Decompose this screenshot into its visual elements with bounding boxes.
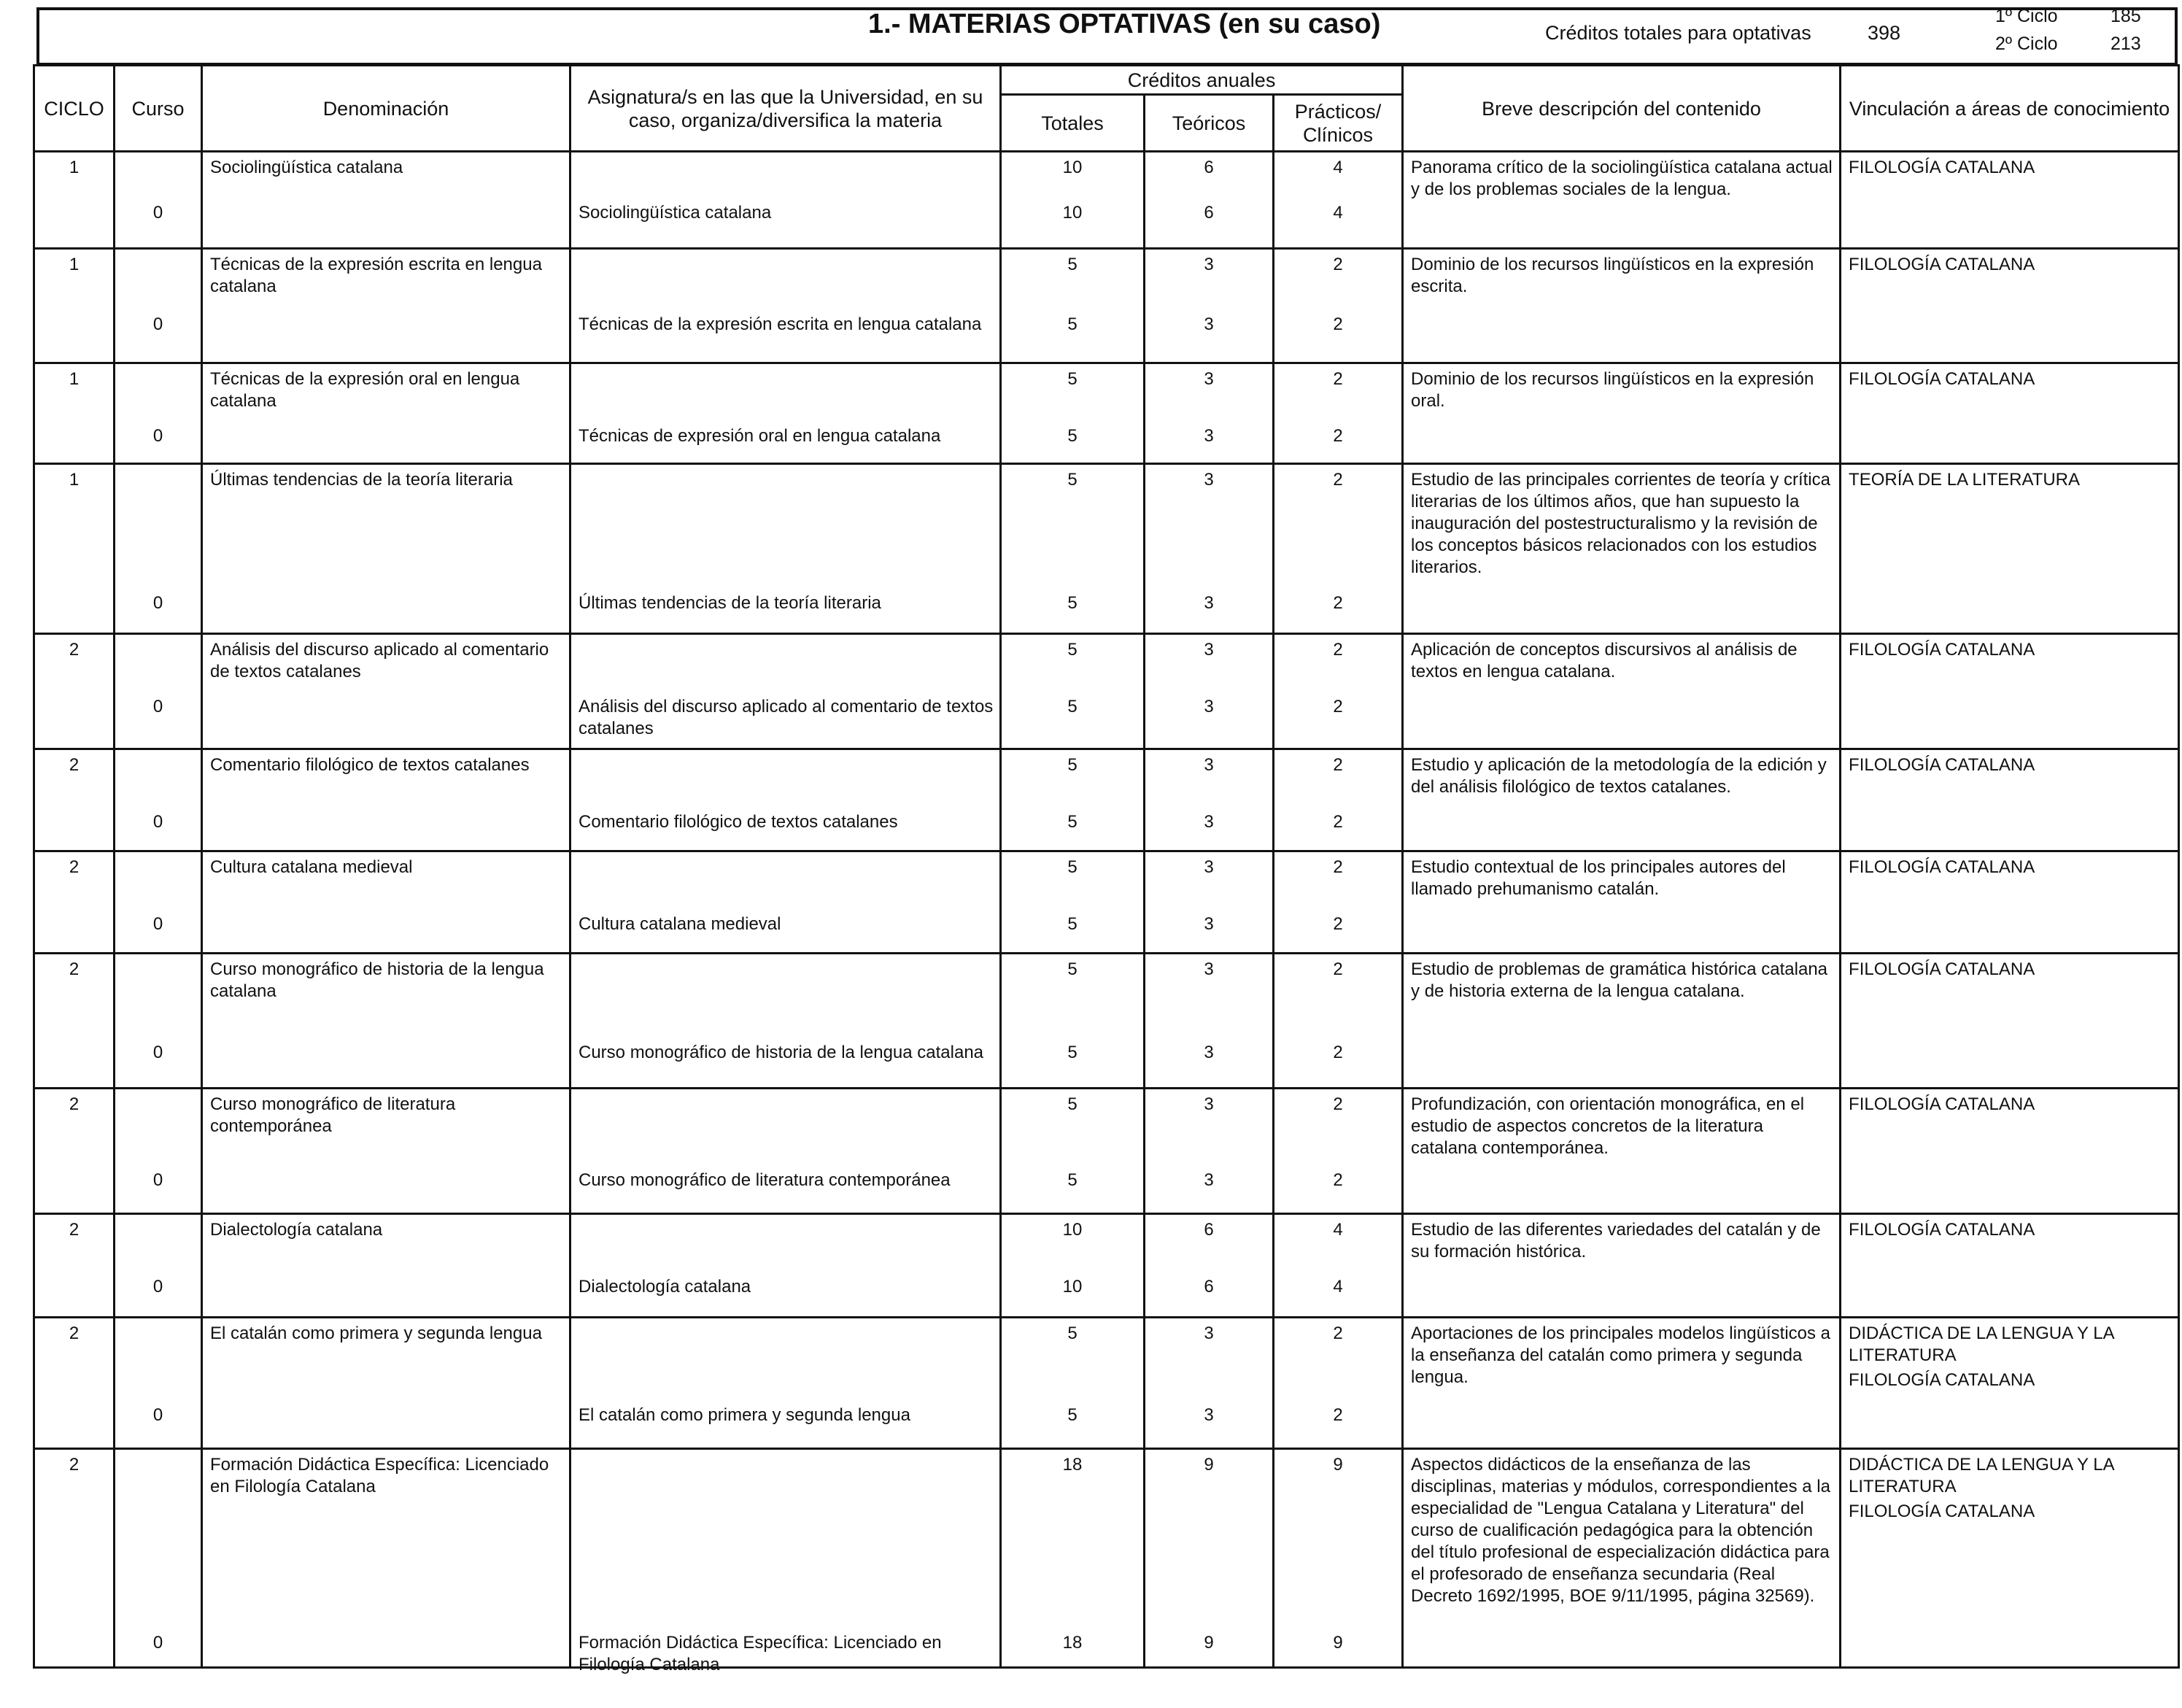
- descripcion-cell: [1403, 749, 1841, 851]
- cycle-2-label: 2º Ciclo: [1995, 34, 2058, 54]
- sub-practicos-value: 4: [1333, 203, 1343, 223]
- descripcion-text: Estudio contextual de los principales autores del llamado prehumanismo catalán.: [1411, 857, 1786, 899]
- teoricos-cell: [1145, 249, 1274, 363]
- header-practicos: Prácticos/ Clínicos: [1274, 95, 1403, 152]
- curso-value: 0: [152, 812, 163, 832]
- ciclo-value: 2: [69, 857, 80, 877]
- area-text: FILOLOGÍA CATALANA: [1849, 1370, 2035, 1390]
- totales-value: 5: [1067, 1094, 1078, 1114]
- curso-value: 0: [152, 593, 163, 613]
- ciclo-value: 1: [69, 470, 80, 490]
- total-credits-value: 398: [1868, 22, 1901, 44]
- asignatura-text: Cultura catalana medieval: [579, 914, 781, 934]
- sub-practicos-value: 2: [1333, 914, 1343, 934]
- sub-teoricos-value: 3: [1204, 1405, 1214, 1425]
- ciclo-value: 2: [69, 1094, 80, 1114]
- asignatura-cell: [570, 1214, 1001, 1318]
- denominacion-cell: [202, 1318, 570, 1449]
- practicos-value: 2: [1333, 1323, 1343, 1343]
- curso-cell: [115, 954, 202, 1089]
- sub-practicos-value: 2: [1333, 426, 1343, 446]
- asignatura-cell: [570, 954, 1001, 1089]
- area-text: FILOLOGÍA CATALANA: [1849, 857, 2035, 877]
- table-row: [34, 1214, 2179, 1318]
- ciclo-value: 2: [69, 959, 80, 979]
- sub-totales-value: 5: [1067, 1405, 1078, 1425]
- teoricos-cell: [1145, 634, 1274, 749]
- curso-cell: [115, 1318, 202, 1449]
- asignatura-cell: [570, 464, 1001, 634]
- descripcion-cell: [1403, 1214, 1841, 1318]
- header-teoricos: Teóricos: [1145, 95, 1274, 152]
- area-text: FILOLOGÍA CATALANA: [1849, 158, 2035, 177]
- teoricos-cell: [1145, 1318, 1274, 1449]
- descripcion-text: Panorama crítico de la sociolingüística catalana actual y de los problemas sociales de la lengua.: [1411, 158, 1833, 199]
- sub-totales-value: 5: [1067, 1043, 1078, 1062]
- ciclo-cell: [34, 1449, 115, 1668]
- denominacion-text: Curso monográfico de historia de la lengua catalana: [210, 959, 544, 1001]
- curso-value: 0: [152, 1405, 163, 1425]
- table-row: [34, 363, 2179, 464]
- area-text: DIDÁCTICA DE LA LENGUA Y LA LITERATURA: [1849, 1323, 2114, 1365]
- sub-teoricos-value: 6: [1204, 203, 1214, 223]
- descripcion-text: Aplicación de conceptos discursivos al análisis de textos en lengua catalana.: [1411, 640, 1798, 681]
- vinculacion-cell: [1841, 1318, 2179, 1449]
- ciclo-value: 1: [69, 369, 80, 389]
- cycle-1-value: 185: [2111, 6, 2141, 26]
- asignatura-text: Curso monográfico de literatura contemporánea: [579, 1170, 951, 1190]
- ciclo-value: 2: [69, 1220, 80, 1240]
- header-descripcion: Breve descripción del contenido: [1403, 66, 1841, 152]
- ciclo-cell: [34, 634, 115, 749]
- sub-teoricos-value: 3: [1204, 1043, 1214, 1062]
- vinculacion-cell: [1841, 152, 2179, 249]
- sub-teoricos-value: 3: [1204, 593, 1214, 613]
- practicos-value: 4: [1333, 1220, 1343, 1240]
- table-row: [34, 954, 2179, 1089]
- descripcion-cell: [1403, 363, 1841, 464]
- totales-value: 5: [1067, 857, 1078, 877]
- asignatura-cell: [570, 1449, 1001, 1674]
- curso-value: 0: [152, 1277, 163, 1297]
- sub-totales-value: 5: [1067, 593, 1078, 613]
- sub-totales-value: 10: [1062, 1277, 1083, 1297]
- descripcion-cell: [1403, 1449, 1841, 1668]
- ciclo-cell: [34, 954, 115, 1089]
- ciclo-value: 1: [69, 255, 80, 274]
- totales-cell: [1001, 749, 1145, 851]
- totales-value: 5: [1067, 755, 1078, 775]
- vinculacion-cell: [1841, 1449, 2179, 1668]
- teoricos-value: 6: [1204, 1220, 1214, 1240]
- sub-totales-value: 5: [1067, 697, 1078, 716]
- teoricos-cell: [1145, 1214, 1274, 1318]
- denominacion-text: El catalán como primera y segunda lengua: [210, 1323, 542, 1343]
- denominacion-cell: [202, 954, 570, 1089]
- practicos-cell: [1274, 363, 1403, 464]
- totales-cell: [1001, 1089, 1145, 1214]
- sub-totales-value: 5: [1067, 1170, 1078, 1190]
- asignatura-text: Análisis del discurso aplicado al comentario de textos catalanes: [579, 697, 994, 738]
- ciclo-cell: [34, 1214, 115, 1318]
- asignatura-cell: [570, 152, 1001, 249]
- area-text: FILOLOGÍA CATALANA: [1849, 755, 2035, 775]
- practicos-value: 2: [1333, 857, 1343, 877]
- sub-totales-value: 5: [1067, 812, 1078, 832]
- cycle-1-label: 1º Ciclo: [1995, 6, 2058, 26]
- descripcion-cell: [1403, 1318, 1841, 1449]
- descripcion-text: Estudio de las principales corrientes de teoría y crítica literarias de los últimos años, que han supuesto la inauguración del postestructuralismo y la revisión de los conceptos básicos relacionados con los estudios literarios.: [1411, 470, 1830, 577]
- denominacion-text: Técnicas de la expresión escrita en lengua catalana: [210, 255, 542, 296]
- descripcion-text: Dominio de los recursos lingüísticos en la expresión oral.: [1411, 369, 1814, 411]
- area-text: FILOLOGÍA CATALANA: [1849, 1502, 2035, 1521]
- asignatura-text: Técnicas de expresión oral en lengua catalana: [579, 426, 941, 446]
- ciclo-value: 2: [69, 755, 80, 775]
- practicos-cell: [1274, 1318, 1403, 1449]
- teoricos-value: 3: [1204, 1094, 1214, 1114]
- optional-subjects-table: [33, 64, 2180, 1674]
- area-text: TEORÍA DE LA LITERATURA: [1849, 470, 2080, 490]
- totales-cell: [1001, 363, 1145, 464]
- totales-cell: [1001, 851, 1145, 954]
- teoricos-value: 3: [1204, 369, 1214, 389]
- curso-value: 0: [152, 1633, 163, 1653]
- header-curso: Curso: [115, 66, 202, 152]
- teoricos-value: 9: [1204, 1455, 1214, 1475]
- denominacion-text: Formación Didáctica Específica: Licenciado en Filología Catalana: [210, 1455, 549, 1496]
- ciclo-cell: [34, 1318, 115, 1449]
- curso-value: 0: [152, 914, 163, 934]
- asignatura-cell: [570, 1089, 1001, 1214]
- asignatura-cell: [570, 249, 1001, 363]
- denominacion-cell: [202, 464, 570, 634]
- totales-value: 5: [1067, 470, 1078, 490]
- area-text: FILOLOGÍA CATALANA: [1849, 369, 2035, 389]
- sub-practicos-value: 4: [1333, 1277, 1343, 1297]
- sub-teoricos-value: 6: [1204, 1277, 1214, 1297]
- ciclo-value: 2: [69, 1455, 80, 1475]
- page-title: 1.- MATERIAS OPTATIVAS (en su caso): [868, 9, 1381, 39]
- totales-value: 5: [1067, 640, 1078, 660]
- totales-cell: [1001, 464, 1145, 634]
- ciclo-cell: [34, 851, 115, 954]
- descripcion-text: Estudio de problemas de gramática histórica catalana y de historia externa de la lengua catalana.: [1411, 959, 1828, 1001]
- practicos-value: 9: [1333, 1455, 1343, 1475]
- denominacion-text: Cultura catalana medieval: [210, 857, 413, 877]
- ciclo-value: 2: [69, 1323, 80, 1343]
- sub-teoricos-value: 3: [1204, 426, 1214, 446]
- practicos-value: 4: [1333, 158, 1343, 177]
- practicos-value: 2: [1333, 959, 1343, 979]
- descripcion-text: Estudio de las diferentes variedades del catalán y de su formación histórica.: [1411, 1220, 1821, 1261]
- sub-teoricos-value: 9: [1204, 1633, 1214, 1653]
- sub-totales-value: 5: [1067, 426, 1078, 446]
- sub-totales-value: 5: [1067, 914, 1078, 934]
- ciclo-value: 2: [69, 640, 80, 660]
- asignatura-text: Dialectología catalana: [579, 1277, 751, 1297]
- totales-cell: [1001, 634, 1145, 749]
- teoricos-value: 3: [1204, 470, 1214, 490]
- ciclo-cell: [34, 464, 115, 634]
- curso-value: 0: [152, 1043, 163, 1062]
- area-text: FILOLOGÍA CATALANA: [1849, 1094, 2035, 1114]
- curso-value: 0: [152, 426, 163, 446]
- curso-value: 0: [152, 203, 163, 223]
- asignatura-text: Formación Didáctica Específica: Licenciado en Filología Catalana: [579, 1633, 942, 1674]
- teoricos-cell: [1145, 749, 1274, 851]
- cycle-2-value: 213: [2111, 34, 2141, 54]
- teoricos-cell: [1145, 152, 1274, 249]
- denominacion-cell: [202, 152, 570, 249]
- area-text: FILOLOGÍA CATALANA: [1849, 1220, 2035, 1240]
- ciclo-cell: [34, 152, 115, 249]
- vinculacion-cell: [1841, 749, 2179, 851]
- descripcion-text: Dominio de los recursos lingüísticos en la expresión escrita.: [1411, 255, 1814, 296]
- denominacion-cell: [202, 1089, 570, 1214]
- curso-cell: [115, 851, 202, 954]
- denominacion-text: Últimas tendencias de la teoría literaria: [210, 470, 513, 490]
- vinculacion-cell: [1841, 1214, 2179, 1318]
- table-row: [34, 249, 2179, 363]
- totales-cell: [1001, 1214, 1145, 1318]
- practicos-cell: [1274, 749, 1403, 851]
- vinculacion-cell: [1841, 851, 2179, 954]
- header-asignaturas: Asignatura/s en las que la Universidad, en su caso, organiza/diversifica la materia: [570, 66, 1001, 152]
- curso-cell: [115, 249, 202, 363]
- vinculacion-cell: [1841, 954, 2179, 1089]
- sub-practicos-value: 9: [1333, 1633, 1343, 1653]
- totales-value: 5: [1067, 1323, 1078, 1343]
- totales-cell: [1001, 249, 1145, 363]
- practicos-cell: [1274, 851, 1403, 954]
- practicos-value: 2: [1333, 755, 1343, 775]
- sub-practicos-value: 2: [1333, 697, 1343, 716]
- sub-totales-value: 5: [1067, 314, 1078, 334]
- asignatura-text: Sociolingüística catalana: [579, 203, 772, 223]
- descripcion-text: Profundización, con orientación monográfica, en el estudio de aspectos concretos de la literatura catalana contemporánea.: [1411, 1094, 1805, 1158]
- descripcion-text: Aspectos didácticos de la enseñanza de las disciplinas, materias y módulos, correspondientes a la especialidad de "Lengua Catalana y Literatura" del curso de cualificación pedagógica para la obtención del título profesional de especialización didáctica para el profesorado de enseñanza secundaria (Real Decreto 1692/1995, BOE 9/11/1995, página 32569).: [1411, 1455, 1830, 1606]
- totales-value: 5: [1067, 959, 1078, 979]
- area-text: FILOLOGÍA CATALANA: [1849, 959, 2035, 979]
- denominacion-text: Curso monográfico de literatura contemporánea: [210, 1094, 456, 1136]
- header-vinculacion: Vinculación a áreas de conocimiento: [1841, 66, 2179, 152]
- practicos-cell: [1274, 954, 1403, 1089]
- practicos-cell: [1274, 1089, 1403, 1214]
- teoricos-cell: [1145, 464, 1274, 634]
- table-row: [34, 464, 2179, 634]
- curso-cell: [115, 464, 202, 634]
- descripcion-cell: [1403, 851, 1841, 954]
- sub-practicos-value: 2: [1333, 1405, 1343, 1425]
- practicos-value: 2: [1333, 369, 1343, 389]
- practicos-value: 2: [1333, 640, 1343, 660]
- sub-practicos-value: 2: [1333, 314, 1343, 334]
- vinculacion-cell: [1841, 249, 2179, 363]
- teoricos-value: 3: [1204, 1323, 1214, 1343]
- ciclo-value: 1: [69, 158, 80, 177]
- sub-practicos-value: 2: [1333, 1043, 1343, 1062]
- descripcion-cell: [1403, 464, 1841, 634]
- totales-cell: [1001, 152, 1145, 249]
- teoricos-value: 3: [1204, 640, 1214, 660]
- header-creditos-anuales: Créditos anuales: [1001, 66, 1403, 95]
- sub-practicos-value: 2: [1333, 1170, 1343, 1190]
- asignatura-cell: [570, 363, 1001, 464]
- descripcion-cell: [1403, 1089, 1841, 1214]
- ciclo-cell: [34, 1089, 115, 1214]
- header-totales: Totales: [1001, 95, 1145, 152]
- area-text: FILOLOGÍA CATALANA: [1849, 640, 2035, 660]
- asignatura-text: Curso monográfico de historia de la lengua catalana: [579, 1043, 984, 1062]
- table-row: [34, 152, 2179, 249]
- sub-teoricos-value: 3: [1204, 314, 1214, 334]
- curso-value: 0: [152, 314, 163, 334]
- curso-cell: [115, 1449, 202, 1668]
- sub-totales-value: 18: [1062, 1633, 1083, 1653]
- curso-cell: [115, 152, 202, 249]
- asignatura-text: Últimas tendencias de la teoría literaria: [579, 593, 881, 613]
- practicos-value: 2: [1333, 1094, 1343, 1114]
- sub-practicos-value: 2: [1333, 812, 1343, 832]
- teoricos-cell: [1145, 954, 1274, 1089]
- totales-value: 5: [1067, 255, 1078, 274]
- totales-cell: [1001, 954, 1145, 1089]
- practicos-value: 2: [1333, 470, 1343, 490]
- sub-totales-value: 10: [1062, 203, 1083, 223]
- asignatura-text: El catalán como primera y segunda lengua: [579, 1405, 910, 1425]
- totales-cell: [1001, 1449, 1145, 1668]
- totales-value: 18: [1062, 1455, 1083, 1475]
- curso-value: 0: [152, 1170, 163, 1190]
- denominacion-cell: [202, 1449, 570, 1668]
- denominacion-cell: [202, 363, 570, 464]
- sub-teoricos-value: 3: [1204, 697, 1214, 716]
- area-text: DIDÁCTICA DE LA LENGUA Y LA LITERATURA: [1849, 1455, 2114, 1496]
- teoricos-cell: [1145, 1089, 1274, 1214]
- totales-value: 10: [1062, 1220, 1083, 1240]
- teoricos-cell: [1145, 363, 1274, 464]
- asignatura-text: Técnicas de la expresión escrita en lengua catalana: [579, 314, 982, 334]
- ciclo-cell: [34, 363, 115, 464]
- teoricos-cell: [1145, 851, 1274, 954]
- denominacion-text: Análisis del discurso aplicado al comentario de textos catalanes: [210, 640, 549, 681]
- denominacion-cell: [202, 851, 570, 954]
- header-denominacion: Denominación: [202, 66, 570, 152]
- curso-cell: [115, 749, 202, 851]
- table-row: [34, 749, 2179, 851]
- curso-value: 0: [152, 697, 163, 716]
- denominacion-cell: [202, 634, 570, 749]
- denominacion-cell: [202, 249, 570, 363]
- descripcion-cell: [1403, 954, 1841, 1089]
- asignatura-cell: [570, 851, 1001, 954]
- table-row: [34, 1449, 2179, 1668]
- table-row: [34, 1318, 2179, 1449]
- teoricos-value: 3: [1204, 755, 1214, 775]
- practicos-value: 2: [1333, 255, 1343, 274]
- sub-teoricos-value: 3: [1204, 914, 1214, 934]
- teoricos-value: 3: [1204, 959, 1214, 979]
- practicos-cell: [1274, 634, 1403, 749]
- table-row: [34, 1089, 2179, 1214]
- asignatura-text: Comentario filológico de textos catalanes: [579, 812, 898, 832]
- asignatura-cell: [570, 634, 1001, 749]
- teoricos-value: 3: [1204, 857, 1214, 877]
- vinculacion-cell: [1841, 1089, 2179, 1214]
- curso-cell: [115, 1214, 202, 1318]
- totales-value: 10: [1062, 158, 1083, 177]
- teoricos-value: 6: [1204, 158, 1214, 177]
- teoricos-cell: [1145, 1449, 1274, 1668]
- sub-teoricos-value: 3: [1204, 812, 1214, 832]
- ciclo-cell: [34, 249, 115, 363]
- table-body: [34, 152, 2179, 1674]
- denominacion-cell: [202, 749, 570, 851]
- descripcion-text: Aportaciones de los principales modelos lingüísticos a la enseñanza del catalán como primera y segunda lengua.: [1411, 1323, 1831, 1387]
- header-ciclo: CICLO: [34, 66, 115, 152]
- total-credits-label: Créditos totales para optativas: [1545, 22, 1811, 44]
- totales-value: 5: [1067, 369, 1078, 389]
- descripcion-cell: [1403, 152, 1841, 249]
- denominacion-text: Sociolingüística catalana: [210, 158, 403, 177]
- practicos-cell: [1274, 1449, 1403, 1668]
- table-row: [34, 851, 2179, 954]
- teoricos-value: 3: [1204, 255, 1214, 274]
- practicos-cell: [1274, 1214, 1403, 1318]
- asignatura-cell: [570, 1318, 1001, 1449]
- curso-cell: [115, 634, 202, 749]
- sub-practicos-value: 2: [1333, 593, 1343, 613]
- descripcion-text: Estudio y aplicación de la metodología de la edición y del análisis filológico de textos catalanes.: [1411, 755, 1827, 797]
- denominacion-cell: [202, 1214, 570, 1318]
- denominacion-text: Dialectología catalana: [210, 1220, 383, 1240]
- descripcion-cell: [1403, 249, 1841, 363]
- curso-cell: [115, 363, 202, 464]
- sub-teoricos-value: 3: [1204, 1170, 1214, 1190]
- totales-cell: [1001, 1318, 1145, 1449]
- table-row: [34, 634, 2179, 749]
- ciclo-cell: [34, 749, 115, 851]
- denominacion-text: Comentario filológico de textos catalanes: [210, 755, 530, 775]
- area-text: FILOLOGÍA CATALANA: [1849, 255, 2035, 274]
- practicos-cell: [1274, 249, 1403, 363]
- descripcion-cell: [1403, 634, 1841, 749]
- asignatura-cell: [570, 749, 1001, 851]
- practicos-cell: [1274, 152, 1403, 249]
- vinculacion-cell: [1841, 363, 2179, 464]
- practicos-cell: [1274, 464, 1403, 634]
- vinculacion-cell: [1841, 464, 2179, 634]
- denominacion-text: Técnicas de la expresión oral en lengua catalana: [210, 369, 520, 411]
- curso-cell: [115, 1089, 202, 1214]
- vinculacion-cell: [1841, 634, 2179, 749]
